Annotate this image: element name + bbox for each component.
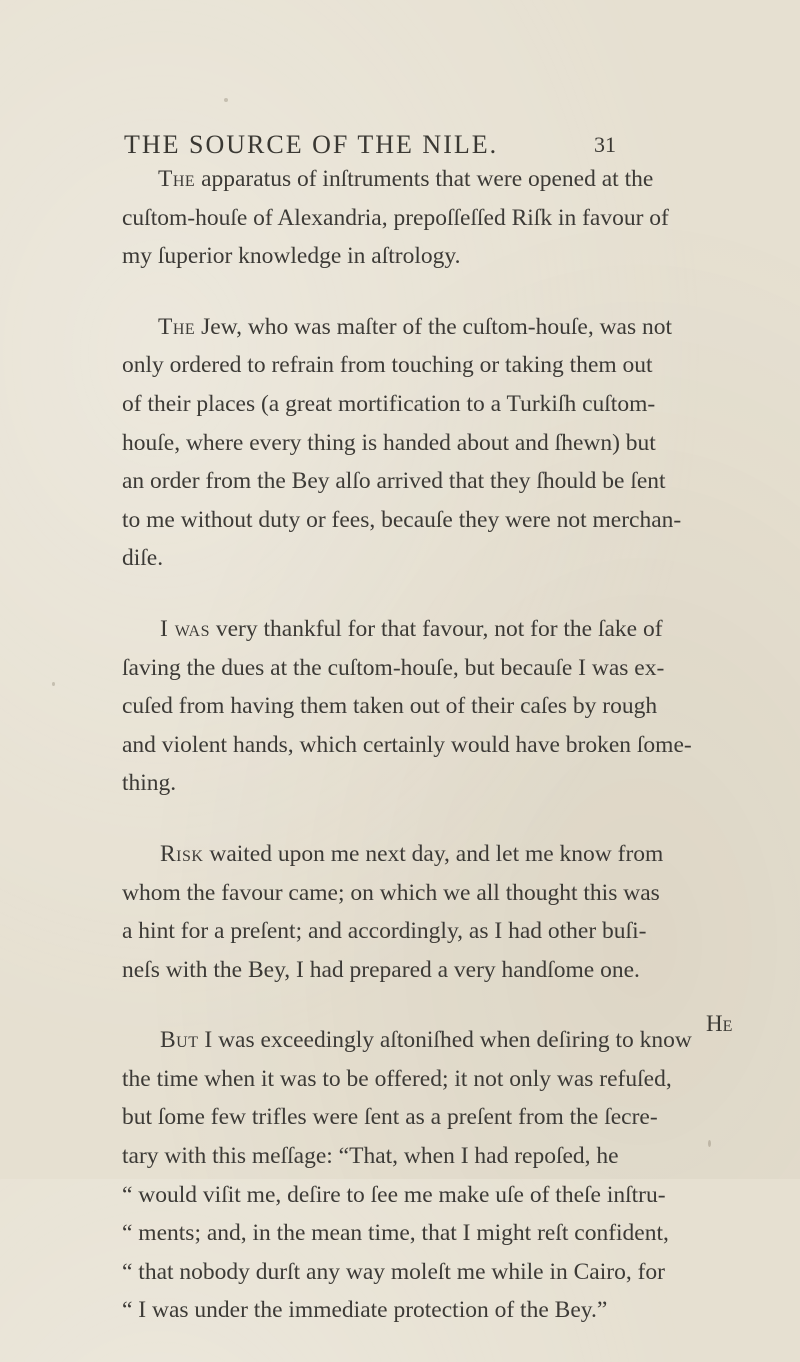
text-line: The Jew, who was maſter of the cuſtom-houſe, was not bbox=[158, 313, 673, 340]
running-title: THE SOURCE OF THE NILE. bbox=[124, 130, 499, 159]
text-line: I was very thankful for that favour, not for the ſake of bbox=[160, 615, 663, 642]
text-line: tary with this meſſage: “That, when I had repoſed, he bbox=[122, 1143, 619, 1170]
text-line: a hint for a preſent; and accordingly, as I had other buſi- bbox=[122, 918, 647, 945]
text-line: cuſtom-houſe of Alexandria, prepoſſeſſed Riſk in favour of bbox=[122, 204, 669, 231]
text-line: cuſed from having them taken out of their caſes by rough bbox=[122, 693, 658, 720]
text-line: houſe, where every thing is handed about and ſhewn) but bbox=[122, 429, 656, 456]
text-line: “ ments; and, in the mean time, that I might reſt confident, bbox=[122, 1220, 669, 1247]
text-line: The apparatus of inſtruments that were opened at the bbox=[158, 166, 654, 192]
text-line: only ordered to refrain from touching or taking them out bbox=[122, 352, 653, 379]
paper-speck bbox=[224, 98, 228, 102]
text-line: the time when it was to be offered; it not only was refuſed, bbox=[122, 1065, 672, 1092]
text-line: diſe. bbox=[122, 545, 164, 572]
text-line: But I was exceedingly aſtoniſhed when deſiring to know bbox=[160, 1027, 692, 1054]
text-line: but ſome few trifles were ſent as a preſent from the ſecre- bbox=[122, 1104, 658, 1131]
paragraph-lead: The bbox=[158, 166, 196, 192]
text-line: “ would viſit me, deſire to ſee me make uſe of theſe inſtru- bbox=[122, 1181, 666, 1208]
text-line: and violent hands, which certainly would have broken ſome- bbox=[122, 731, 692, 758]
paragraph-5 bbox=[0, 1021, 800, 1330]
text-line: ſaving the dues at the cuſtom-houſe, but becauſe I was ex- bbox=[122, 654, 665, 681]
paragraph-lead: But bbox=[160, 1027, 199, 1054]
paragraph-lead: Risk bbox=[160, 840, 204, 867]
paper-speck bbox=[708, 1140, 711, 1147]
running-head bbox=[0, 130, 800, 164]
text-line: “ I was under the immediate protection of the Bey.” bbox=[122, 1297, 608, 1324]
text-line: of their places (a great mortification to a Turkiſh cuſtom- bbox=[122, 390, 656, 417]
text-line: neſs with the Bey, I had prepared a very handſome one. bbox=[122, 956, 640, 983]
text-line: my ſuperior knowledge in aſtrology. bbox=[122, 243, 461, 270]
paragraph-3 bbox=[0, 610, 800, 803]
paragraph-lead: I was bbox=[160, 615, 210, 642]
paper-speck bbox=[52, 682, 55, 686]
paragraph-4 bbox=[0, 835, 800, 989]
paragraph-2 bbox=[0, 308, 800, 578]
text-line: an order from the Bey alſo arrived that they ſhould be ſent bbox=[122, 468, 666, 495]
paragraph-1 bbox=[0, 160, 800, 276]
text-line: “ that nobody durſt any way moleſt me while in Cairo, for bbox=[122, 1258, 665, 1285]
page-number: 31 bbox=[594, 132, 616, 157]
body-text bbox=[0, 160, 800, 1362]
text-line: to me without duty or fees, becauſe they were not merchan- bbox=[122, 506, 682, 533]
text-line: Risk waited upon me next day, and let me know from bbox=[160, 840, 664, 867]
paragraph-lead: The bbox=[158, 313, 196, 340]
catchword: He bbox=[706, 1011, 733, 1036]
text-line: thing. bbox=[122, 770, 177, 797]
text-line: whom the favour came; on which we all thought this was bbox=[122, 879, 660, 906]
